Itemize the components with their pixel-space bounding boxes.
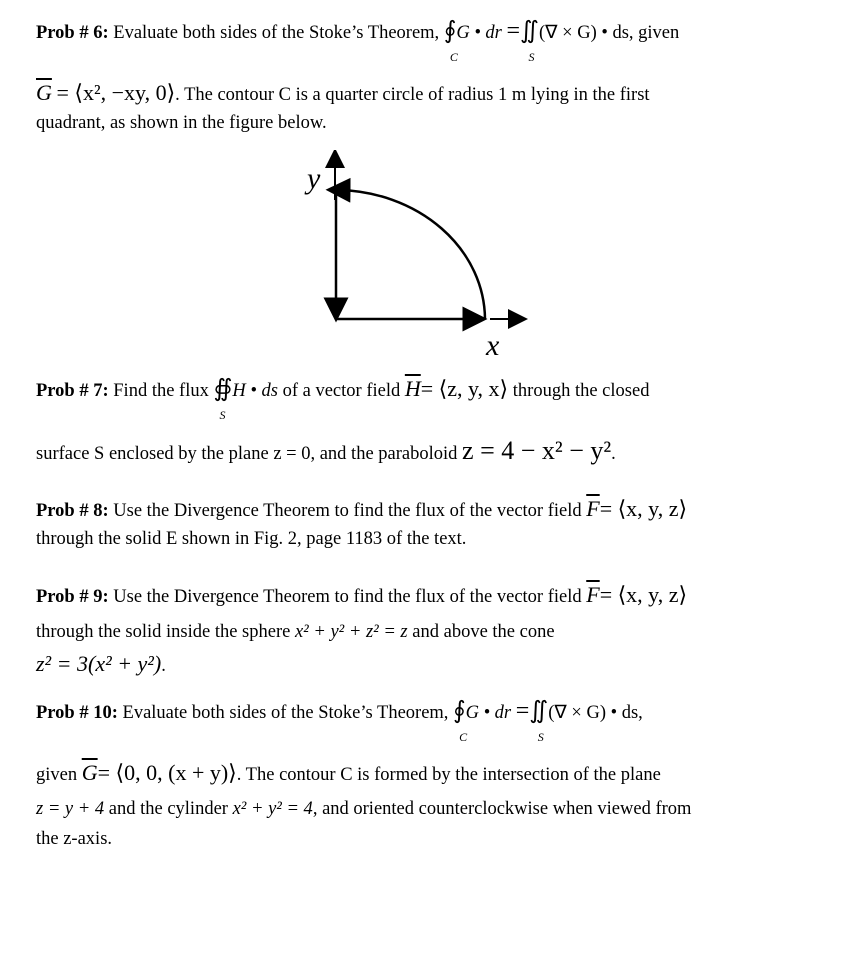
prob7-line2: surface S enclosed by the plane z = 0, and the paraboloid z = 4 − x² − y². [36, 436, 616, 465]
quarter-circle-figure [290, 150, 530, 360]
x-label: x [486, 329, 500, 360]
stokes-surface-integral: =∬ S [506, 18, 539, 64]
flux-integral: ∯ S [213, 376, 233, 422]
stokes-lhs-body: G • dr [456, 23, 502, 43]
stokes-line-integral: ∮ C [443, 18, 458, 64]
prob6-line3 [36, 112, 327, 134]
prob9-intro: Use the Divergence Theorem to find the flux of the vector field [113, 587, 582, 607]
prob10-line2: given $\overline{G}=$ ⟨0, 0, (x + y)⟩. The contour C is formed by the intersection of the plane [36, 760, 661, 785]
prob6-line2 [36, 82, 650, 106]
prob7-field: = ⟨z, y, x⟩ [420, 376, 509, 401]
prob10-field: = ⟨0, 0, (x + y)⟩ [97, 760, 237, 785]
prob6-line2-text: . The contour C is a quarter circle of radius 1 m lying in the first [175, 85, 650, 105]
prob7-tail: through the closed [512, 381, 650, 401]
vector-f-p9: $\overline{F}$ [586, 582, 600, 607]
prob7-mid: of a vector field [282, 381, 401, 401]
prob8-line2 [36, 528, 466, 550]
flux-body: H • ds [232, 381, 278, 401]
y-label: y [307, 162, 321, 195]
prob9-label: Prob # 9: [36, 587, 109, 607]
prob6-intro: Evaluate both sides of the Stoke’s Theorem, [113, 23, 440, 43]
prob7-line1 [36, 376, 650, 422]
plane-eq: z = y + 4 [36, 799, 105, 819]
prob7-line2-text: surface S enclosed by the plane z = 0, and the paraboloid [36, 444, 458, 464]
stokes-surface-integral-p10: =∬ S [515, 698, 549, 744]
prob8-intro: Use the Divergence Theorem to find the flux of the vector field [113, 501, 582, 521]
prob9-line2: through the solid inside the sphere x² + y² + z² = z and above the cone [36, 622, 555, 642]
prob7-intro: Find the flux [113, 381, 209, 401]
prob6-line1 [36, 18, 680, 64]
prob8-field: = ⟨x, y, z⟩ [599, 496, 688, 521]
prob6-line3-text: quadrant, as shown in the figure below. [36, 113, 327, 133]
vector-g-p10: $\overline{G}$ [81, 760, 98, 785]
prob10-intro: Evaluate both sides of the Stoke’s Theorem, [122, 703, 449, 723]
cone-eq: z² = 3(x² + y²) [36, 651, 162, 676]
quarter-arc [338, 190, 485, 319]
prob10-line3: z = y + 4 and the cylinder x² + y² = 4, and oriented counterclockwise when viewed from [36, 799, 692, 819]
prob8-label: Prob # 8: [36, 501, 109, 521]
stokes-rhs-body: (∇ × G) • ds [538, 23, 629, 43]
prob9-line3: z² = 3(x² + y²). [36, 651, 166, 676]
prob6-label: Prob # 6: [36, 23, 109, 43]
prob8-line2-text: through the solid E shown in Fig. 2, page 1183 of the text. [36, 529, 467, 549]
stokes-line-integral-p10: ∮ C [453, 698, 468, 744]
paraboloid-eq: z = 4 − x² − y² [462, 436, 612, 465]
prob10-label: Prob # 10: [36, 703, 118, 723]
prob10-line1: Prob # 10: Evaluate both sides of the Stoke’s Theorem, ∮ C G • dr =∬ S (∇ × G) • ds, [36, 698, 643, 744]
prob9-line1 [36, 584, 687, 608]
vector-h: $\overline{H}$ [404, 376, 421, 401]
prob9-field: = ⟨x, y, z⟩ [599, 582, 688, 607]
vector-g: $\overline{G}$ [36, 80, 52, 105]
prob7-label: Prob # 7: [36, 381, 109, 401]
prob10-line4: the z-axis. [36, 829, 113, 849]
prob6-field: = ⟨x², −xy, 0⟩ [56, 80, 176, 105]
sphere-eq: x² + y² + z² = z [294, 622, 408, 642]
vector-f-p8: $\overline{F}$ [586, 496, 600, 521]
cylinder-eq: x² + y² = 4 [232, 799, 313, 819]
prob6-tail: , given [628, 23, 680, 43]
prob8-line1 [36, 498, 687, 522]
